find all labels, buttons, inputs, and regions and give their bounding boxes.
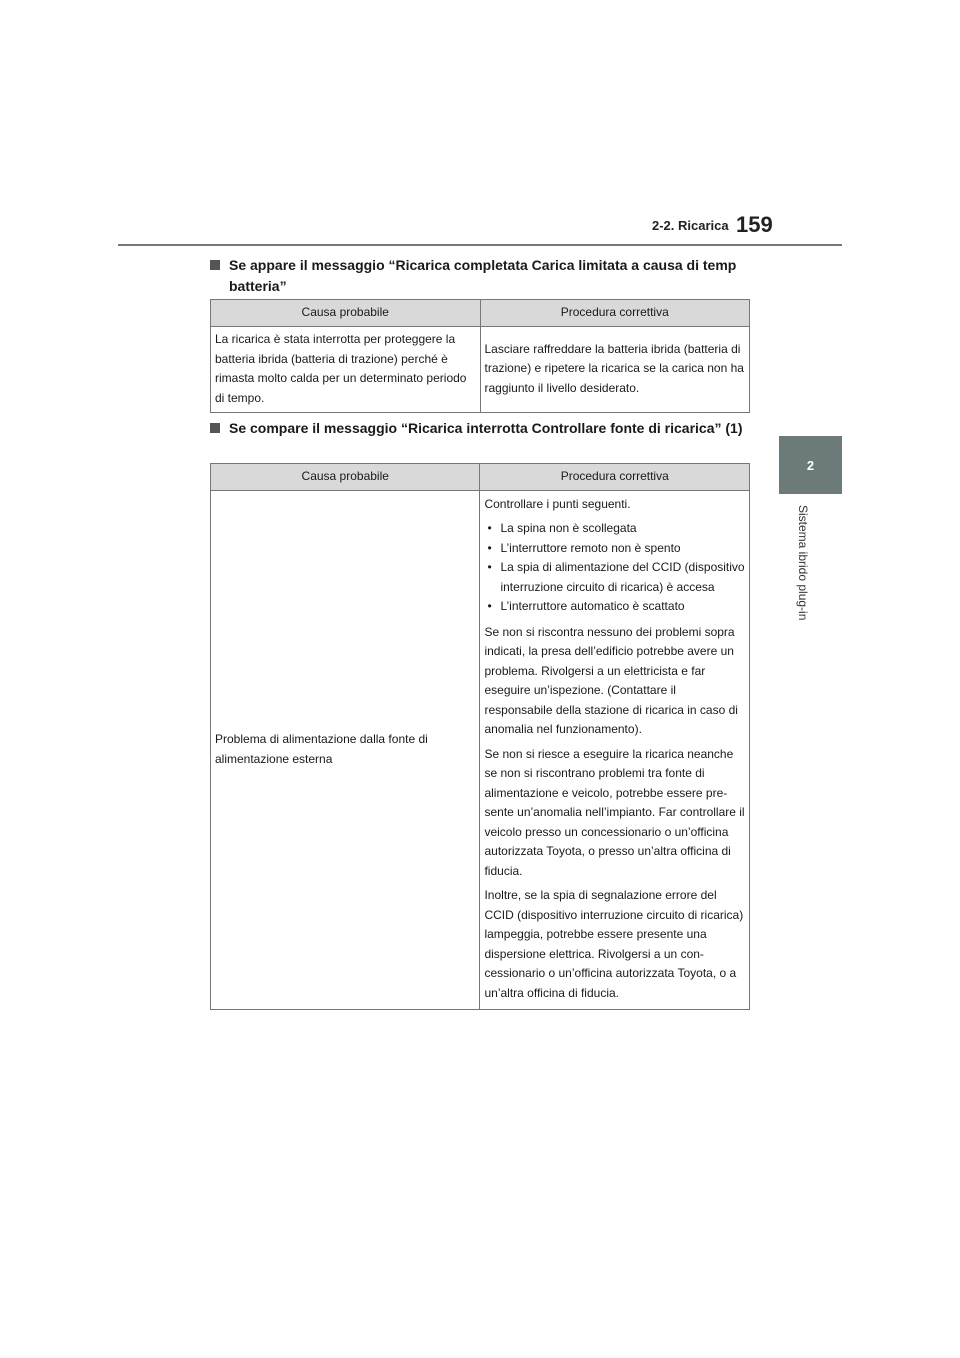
list-item: • La spina non è scollegata [484, 519, 745, 539]
section-heading-text: Se appare il messaggio “Ricarica completata Carica limitata a causa di temp batteria” [229, 257, 737, 294]
cause-cell: La ricarica è stata interrotta per proteggere la batteria ibrida (batteria di trazione) perché è rimasta molto calda per un determinato periodo di tempo. [211, 326, 481, 412]
column-header-cause: Causa probabile [211, 300, 481, 327]
troubleshoot-table-1 [210, 299, 750, 413]
procedure-paragraph: Se non si riscontra nessuno dei problemi sopra indicati, la presa dell’edificio potrebbe avere un problema. Rivolgersi a un elettricista e far eseguire un’ispezione. (Contattare il responsabile della stazione di ricarica in caso di anomalia nel funzionamento). [484, 624, 738, 736]
procedure-paragraph: Se non si riesce a eseguire la ricarica neanche se non si riscontrano problemi tra fonte di alimentazione e veicolo, potrebbe essere presente un’anomalia nell’impianto. Far controllare il veicolo presso un concessionario o un’officina autorizzata Toyota, o presso un’altra officina di fiducia. [484, 746, 745, 878]
chapter-number: 2 [806, 457, 815, 473]
section-title: 2-2. Ricarica [652, 218, 729, 233]
table-header-row [211, 464, 750, 491]
check-list [484, 519, 745, 617]
table-row [211, 326, 750, 412]
section-heading-1 [210, 255, 749, 297]
square-bullet-icon [210, 423, 220, 433]
troubleshoot-table-2 [210, 463, 750, 1010]
table-row [211, 490, 750, 1010]
column-header-procedure: Procedura correttiva [480, 464, 750, 491]
list-item: • L’interruttore remoto non è spento [484, 539, 745, 559]
header-divider [118, 244, 842, 246]
procedure-cell [480, 490, 750, 1010]
cause-cell: Problema di alimentazione dalla fonte di alimentazione esterna [211, 490, 480, 1010]
column-header-cause: Causa probabile [211, 464, 480, 491]
procedure-paragraph: Inoltre, se la spia di segnalazione errore del CCID (dispositivo interruzione circuito di ricarica) lampeggia, potrebbe essere presente una dispersione elettrica. Rivolgersi a un concessionario o un’officina autorizzata Toyota, o a un’altra officina di fiducia. [484, 888, 744, 1000]
section-heading-text: Se compare il messaggio “Ricarica interrotta Controllare fonte di ricarica” (1) [229, 420, 743, 436]
list-item: • L’interruttore automatico è scattato [484, 597, 745, 617]
column-header-procedure: Procedura correttiva [480, 300, 750, 327]
procedure-cell: Lasciare raffreddare la batteria ibrida (batteria di trazione) e ripetere la ricarica se la carica non ha raggiunto il livello desiderato. [480, 326, 750, 412]
table-header-row [211, 300, 750, 327]
list-item: • La spia di alimentazione del CCID (dispositivo interruzione circuito di ricarica) è accesa [484, 558, 745, 597]
procedure-intro: Controllare i punti seguenti. [484, 496, 631, 511]
chapter-label: Sistema ibrido plug-in [796, 505, 810, 621]
section-heading-2 [210, 418, 749, 439]
page-number: 159 [736, 212, 773, 237]
square-bullet-icon [210, 260, 220, 270]
chapter-tab [779, 436, 842, 494]
